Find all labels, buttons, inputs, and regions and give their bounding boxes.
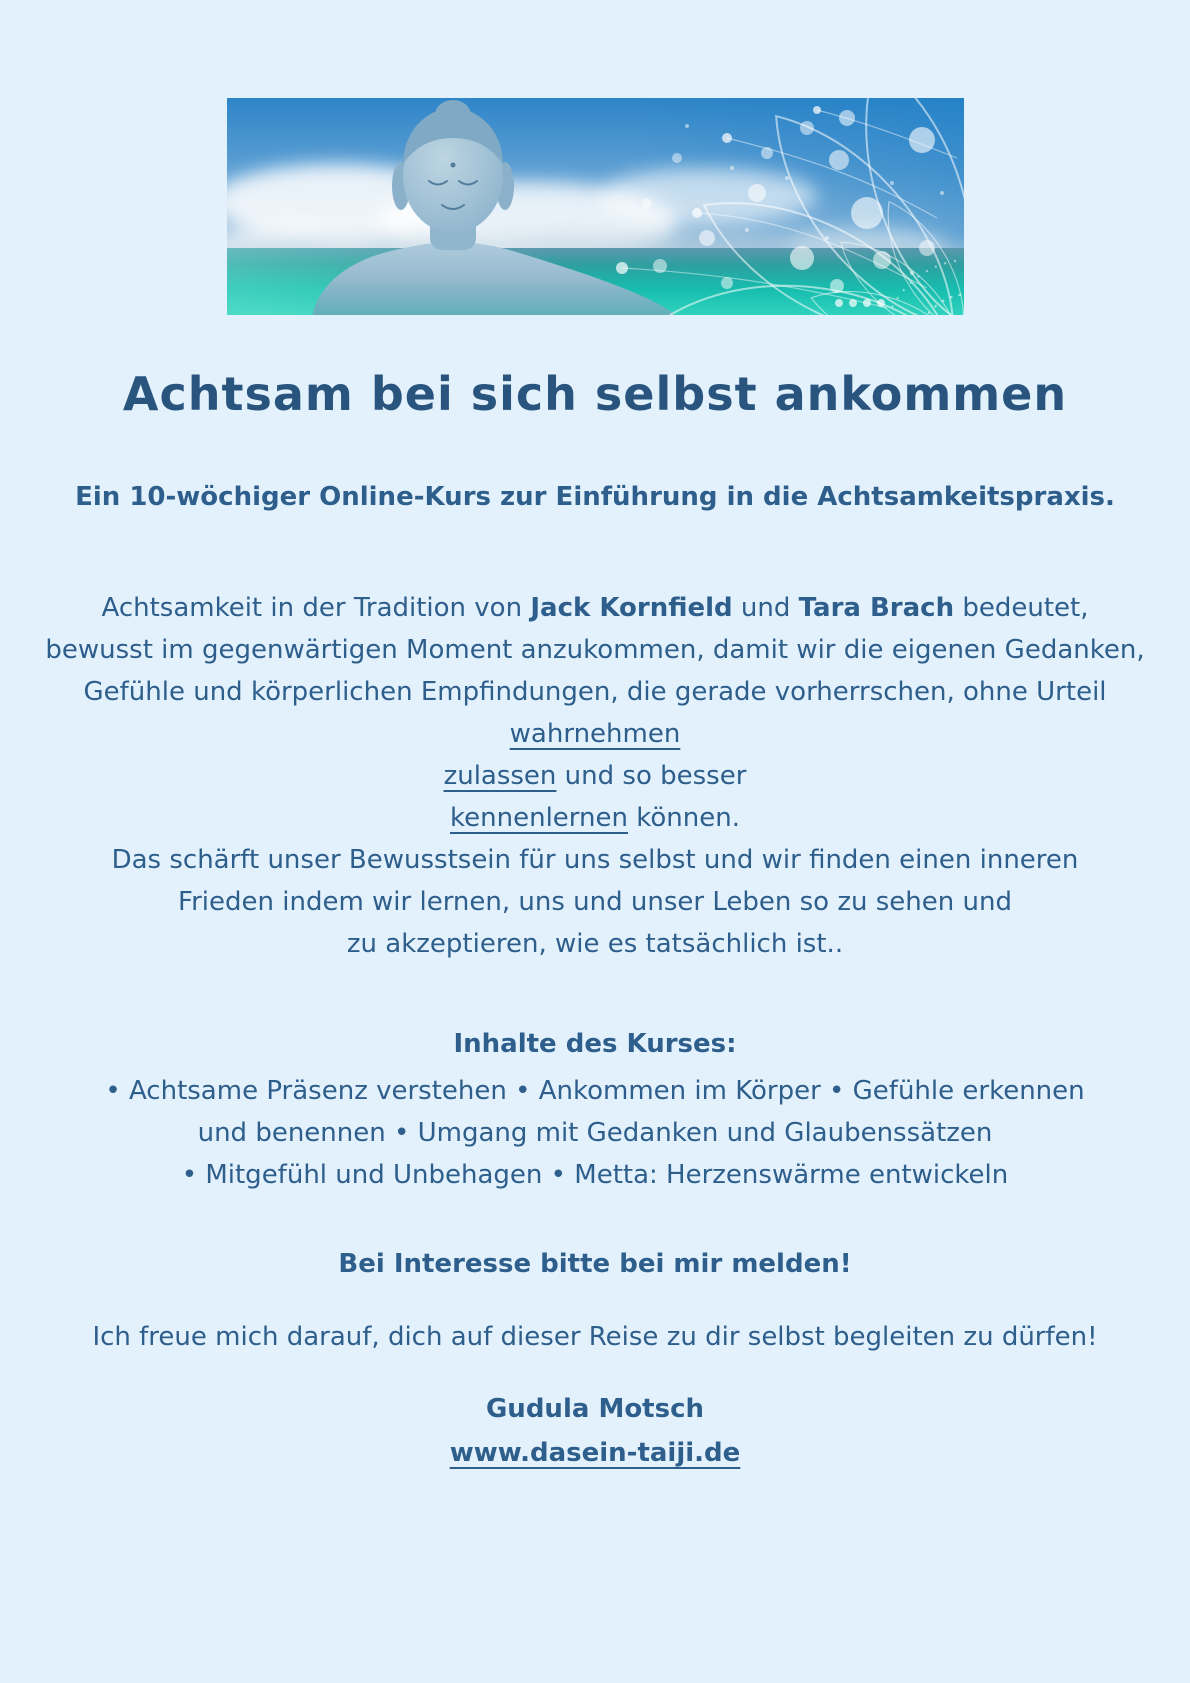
keyword-underlined: kennenlernen: [450, 803, 628, 833]
subtitle: Ein 10-wöchiger Online-Kurs zur Einführung in die Achtsamkeitspraxis.: [75, 482, 1115, 512]
intro-line-8: Frieden indem wir lernen, uns und unser Leben so zu sehen und: [178, 887, 1012, 917]
website-link[interactable]: www.dasein-taiji.de: [449, 1438, 741, 1468]
cta-text: Bei Interesse bitte bei mir melden!: [338, 1249, 852, 1279]
intro-line-4: [0, 713, 1190, 755]
intro-line-2: bewusst im gegenwärtigen Moment anzukommen, damit wir die eigenen Gedanken,: [45, 635, 1145, 665]
teacher-name: Tara Brach: [798, 593, 955, 623]
teacher-name: Jack Kornfield: [530, 593, 733, 623]
intro-line-5: zulassen und so besser: [443, 761, 747, 791]
intro-line-6: kennenlernen können.: [450, 803, 740, 833]
intro-line-9: zu akzeptieren, wie es tatsächlich ist..: [346, 929, 844, 959]
contents-line-1: • Achtsame Präsenz verstehen • Ankommen im Körper • Gefühle erkennen: [105, 1076, 1085, 1106]
contents-line-3: • Mitgefühl und Unbehagen • Metta: Herzenswärme entwickeln: [181, 1160, 1009, 1190]
header-photo: [227, 98, 964, 315]
intro-paragraph: [0, 587, 1190, 965]
keyword-underlined: wahrnehmen: [509, 719, 681, 749]
buddha-ocean-mandala-illustration: [227, 98, 964, 315]
keyword-underlined: zulassen: [443, 761, 557, 791]
signature-name: Gudula Motsch: [485, 1394, 705, 1424]
contents-list: [0, 1070, 1190, 1196]
page-title: Achtsam bei sich selbst ankommen: [122, 367, 1068, 421]
intro-line-3: Gefühle und körperlichen Empfindungen, die gerade vorherrschen, ohne Urteil: [83, 677, 1107, 707]
intro-line-1: Achtsamkeit in der Tradition von Jack Kornfield und Tara Brach bedeutet,: [101, 593, 1089, 623]
signature-website: [0, 1432, 1190, 1474]
closing-text: Ich freue mich darauf, dich auf dieser Reise zu dir selbst begleiten zu dürfen!: [92, 1322, 1098, 1352]
contents-line-2: und benennen • Umgang mit Gedanken und Glaubenssätzen: [197, 1118, 993, 1148]
contents-heading: Inhalte des Kurses:: [453, 1029, 737, 1059]
intro-line-7: Das schärft unser Bewusstsein für uns selbst und wir finden einen inneren: [111, 845, 1079, 875]
